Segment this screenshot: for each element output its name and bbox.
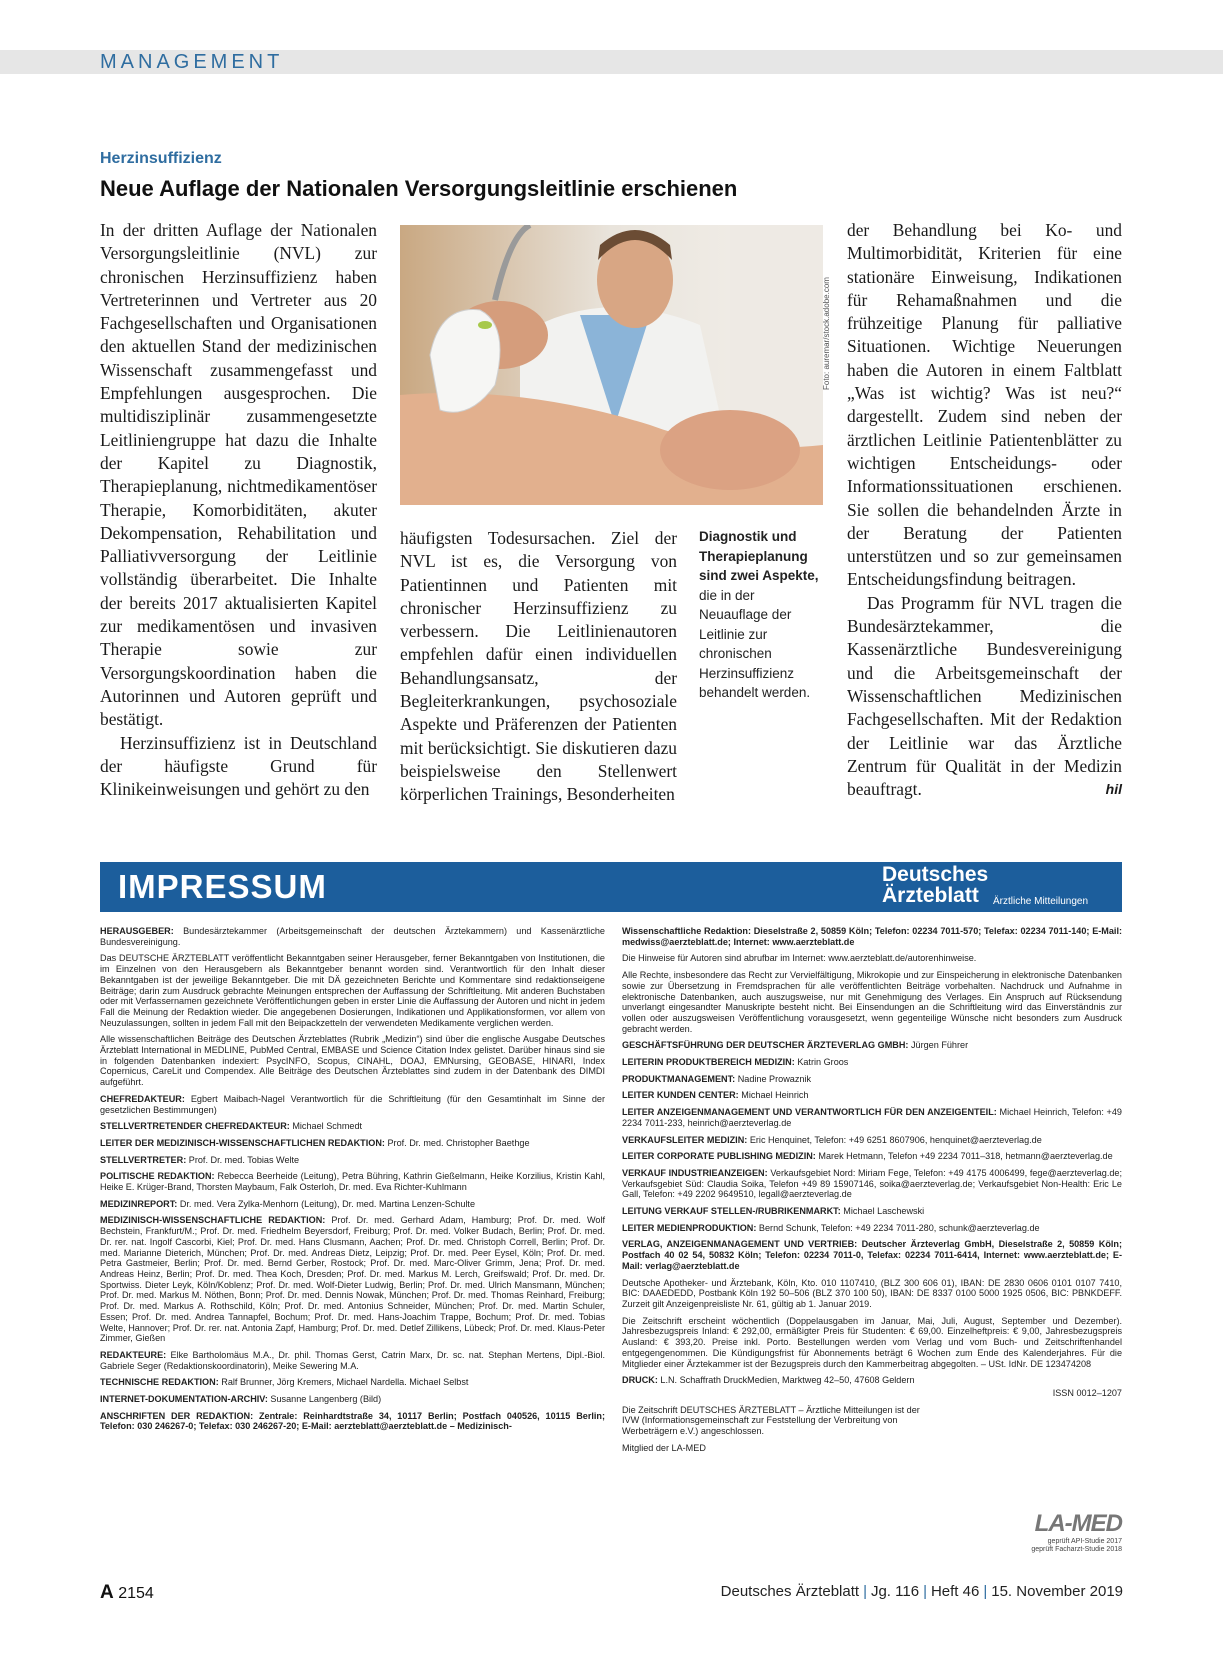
footer-journal-name: Deutsches Ärzteblatt bbox=[720, 1583, 860, 1600]
impressum-column-left bbox=[100, 926, 605, 1438]
impressum-label: MEDIZINISCH-WISSENSCHAFTLICHE REDAKTION: bbox=[100, 1215, 326, 1226]
photo-caption bbox=[699, 527, 823, 703]
page-number bbox=[100, 1582, 154, 1604]
author-sign: hil bbox=[1105, 781, 1122, 798]
footer-journal: Deutsches Ärzteblatt | Jg. 116 | Heft 46 | 15. November 2019 bbox=[720, 1583, 1123, 1600]
impressum-entry bbox=[622, 1278, 1122, 1310]
impressum-entry bbox=[100, 1155, 605, 1166]
impressum-entry bbox=[622, 970, 1122, 1034]
page-number-value: 2154 bbox=[118, 1585, 154, 1602]
impressum-text: Ralf Brunner, Jörg Kremers, Michael Nardella. Michael Selbst bbox=[221, 1377, 469, 1388]
impressum-entry bbox=[622, 1206, 1122, 1217]
impressum-text: Michael Schmedt bbox=[292, 1121, 363, 1132]
impressum-entry bbox=[100, 1171, 605, 1192]
impressum-entry bbox=[622, 1057, 1122, 1068]
impressum-entry bbox=[622, 1168, 1122, 1200]
impressum-label: ANSCHRIFTEN DER REDAKTION: Zentrale: Reinhardtstraße 34, 10117 Berlin; Postfach 040526, 10115 Berlin; Telefon: 030 246267-0; Telefax: 030 246267-20; E-Mail: aerzteblatt@aerzteblatt.de – Medizinisch- bbox=[100, 1410, 605, 1432]
impressum-label: LEITER ANZEIGENMANAGEMENT UND VERANTWORTLICH FÜR DEN ANZEIGENTEIL: bbox=[622, 1107, 997, 1118]
impressum-entry bbox=[100, 1138, 605, 1149]
paragraph-text: Das Programm für NVL tragen die Bundesärztekammer, die Kassenärztliche Bundesvereinigung und die Arbeitsgemeinschaft der Wissenschaftlichen Medizinischen Fachgesellschaften. Mit der Redaktion der Leitlinie war das Ärztliche Zentrum für Qualität in der Medizin beauftragt. bbox=[847, 592, 1122, 800]
impressum-entry bbox=[100, 1215, 605, 1343]
impressum-label: LEITER CORPORATE PUBLISHING MEDIZIN: bbox=[622, 1151, 816, 1162]
impressum-label: VERKAUF INDUSTRIEANZEIGEN: bbox=[622, 1167, 768, 1178]
impressum-label: INTERNET-DOKUMENTATION-ARCHIV: bbox=[100, 1394, 268, 1405]
impressum-text: Michael Heinrich, Telefon: +49 2234 7011-233, heinrich@aerzteverlag.de bbox=[622, 1107, 1122, 1128]
impressum-text: Die Hinweise für Autoren sind abrufbar im Internet: www.aerzteblatt.de/autorenhinweise. bbox=[622, 953, 977, 964]
lamed-sub: geprüft Facharzt-Studie 2018 bbox=[1031, 1546, 1122, 1553]
article-headline: Neue Auflage der Nationalen Versorgungsleitlinie erschienen bbox=[100, 176, 738, 201]
lamed-logo: LA-MED bbox=[1034, 1510, 1122, 1537]
impressum-text: Marek Hetmann, Telefon +49 2234 7011–318, hetmann@aerzteverlag.de bbox=[818, 1151, 1113, 1162]
impressum-text: Das DEUTSCHE ÄRZTEBLATT veröffentlicht Bekanntgaben seiner Herausgeber, ferner Bekanntgaben von Institutionen, die im Einzelnen von den Herausgebern als Bekanntgeber benannt worden sind. Verantwortlich für den Inhalt dieser Bekanntgaben ist der jeweilige Bekanntgeber. Die mit DÄ gezeichneten Berichte und Kommentare sind redaktionseigene Beiträge; darin zum Ausdruck gebrachte Meinungen entsprechen der Auffassung der Schriftleitung. Mit anderen Buchstaben oder mit Verfassernamen gezeichnete Veröffentlichungen geben in erster Linie die Auffassung der Autoren und nicht in jedem Fall die Meinung der Redaktion wieder. Die angegebenen Dosierungen, Indikationen und Applikationsformen, vor allem von Neuzulassungen, sollten in jedem Fall mit den Beipackzetteln der verwendeten Medikamente verglichen werden. bbox=[100, 953, 605, 1028]
footer-issue: Heft 46 bbox=[930, 1583, 980, 1600]
impressum-label: LEITER DER MEDIZINISCH-WISSENSCHAFTLICHEN REDAKTION: bbox=[100, 1137, 385, 1148]
impressum-entry bbox=[100, 1121, 605, 1132]
footer-volume: Jg. 116 bbox=[870, 1583, 920, 1600]
impressum-text: Eric Henquinet, Telefon: +49 6251 8607906, henquinet@aerzteverlag.de bbox=[749, 1134, 1042, 1145]
caption-bold: Diagnostik und Therapieplanung sind zwei Aspekte, bbox=[699, 529, 819, 583]
impressum-text: Rebecca Beerheide (Leitung), Petra Bühring, Kathrin Gießelmann, Heike Korzilius, Kristin Kahl, Heike E. Krüger-Brand, Thorsten Maybaum, Falk Osterloh, Dr. med. Eva Richter-Kuhlmann bbox=[100, 1171, 605, 1193]
impressum-text: Deutsche Apotheker- und Ärztebank, Köln, Kto. 010 1107410, (BLZ 300 606 01), IBAN: DE 2830 0606 0101 0107 7410, BIC: DAAEDEDD, Postbank Köln 192 50–506 (BLZ 370 100 50), IBAN: DE 8337 0100 5000 1925 0506, BIC: PBNKDEFF. Zurzeit gilt Anzeigenpreisliste Nr. 61, gültig ab 1. Januar 2019. bbox=[622, 1277, 1122, 1309]
impressum-entry bbox=[622, 1239, 1122, 1271]
impressum-text: L.N. Schaffrath DruckMedien, Marktweg 42–50, 47608 Geldern bbox=[660, 1375, 915, 1386]
article-column-1 bbox=[100, 219, 377, 801]
impressum-text: Alle Rechte, insbesondere das Recht zur Vervielfältigung, Mikrokopie und zur Einspeicherung in elektronische Datenbanken sowie zur Übersetzung in Fremdsprachen für alle veröffentlichten Beiträge vorbehalten. Nachdruck und Aufnahme in elektronische Datenbanken, auch auszugsweise, nur mit Genehmigung des Verlages. Ein Anspruch auf Rücksendung unverlangt eingesandter Manuskripte besteht nicht. Bei Einsendungen an die Schriftleitung wird das Einverständnis zur vollen oder auszugsweisen Veröffentlichung vorausgesetzt, wenn gegenteilige Wünsche nicht besonders zum Ausdruck gebracht werden. bbox=[622, 970, 1122, 1034]
caption-text: die in der Neuauflage der Leitlinie zur chronischen Herzinsuffizienz behandelt werden. bbox=[699, 587, 811, 700]
impressum-text: Prof. Dr. med. Tobias Welte bbox=[188, 1154, 300, 1165]
impressum-label: STELLVERTRETER: bbox=[100, 1154, 187, 1165]
footer-date: 15. November 2019 bbox=[991, 1583, 1123, 1600]
impressum-label: MEDIZINREPORT: bbox=[100, 1198, 178, 1209]
impressum-text: Susanne Langenberg (Bild) bbox=[270, 1394, 382, 1405]
impressum-label: VERLAG, ANZEIGENMANAGEMENT UND VERTRIEB: Deutscher Ärzteverlag GmbH, Dieselstraße 2, 50859 Köln; Postfach 40 02 54, 50832 Köln; Telefon: 02234 7011-0, Telefax: 02234 7011-6414, Internet: www.aerzteblatt.de; E-Mail: verlag@aerzteblatt.de bbox=[622, 1239, 1122, 1271]
impressum-entry bbox=[100, 1350, 605, 1371]
impressum-text: Dr. med. Vera Zylka-Menhorn (Leitung), Dr. med. Martina Lenzen-Schulte bbox=[179, 1198, 476, 1209]
journal-logo: Ärzteblatt bbox=[882, 884, 979, 907]
impressum-entry bbox=[100, 953, 605, 1028]
impressum-text: Verkaufsgebiet Nord: Miriam Fege, Telefon: +49 4175 4006499, fege@aerzteverlag.de; Verkaufsgebiet Süd: Claudia Soika, Telefon +49 89 15907146, soika@aerzteverlag.de; Verkaufsgebiet Non-Health: Eric Le Gall, Telefon: +49 2202 9649510, legall@aerzteverlag.de bbox=[622, 1167, 1122, 1200]
impressum-text: Elke Bartholomäus M.A., Dr. phil. Thomas Gerst, Catrin Marx, Dr. sc. nat. Stephan Mertens, Dipl.-Biol. Gabriele Seger (Redaktionskoordinatorin), Meike Sewering M.A. bbox=[100, 1349, 606, 1371]
journal-logo-sub: Ärztliche Mitteilungen bbox=[993, 896, 1089, 907]
photo-credit: Foto: auremar/stock.adobe.com bbox=[822, 277, 831, 390]
impressum-label: LEITERIN PRODUKTBEREICH MEDIZIN: bbox=[622, 1057, 795, 1068]
impressum-entry bbox=[622, 926, 1122, 947]
impressum-entry bbox=[622, 953, 1122, 964]
impressum-entry bbox=[622, 1223, 1122, 1234]
impressum-entry bbox=[622, 1375, 1122, 1386]
article-kicker: Herzinsuffizienz bbox=[100, 150, 222, 167]
impressum-label: GESCHÄFTSFÜHRUNG DER DEUTSCHER ÄRZTEVERLAG GMBH: bbox=[622, 1040, 909, 1051]
impressum-label: POLITISCHE REDAKTION: bbox=[100, 1171, 215, 1182]
impressum-label: Wissenschaftliche Redaktion: Dieselstraße 2, 50859 Köln; Telefon: 02234 7011-570; Telefax: 02234 7011-140; E-Mail: medwiss@aerzteblatt.de; Internet: www.aerzteblatt.de bbox=[622, 926, 1122, 947]
impressum-label: PRODUKTMANAGEMENT: bbox=[622, 1073, 736, 1084]
impressum-entry bbox=[100, 1094, 605, 1115]
impressum-label: LEITER MEDIENPRODUKTION: bbox=[622, 1222, 757, 1233]
impressum-label: REDAKTEURE: bbox=[100, 1349, 167, 1360]
impressum-column-right bbox=[622, 926, 1122, 1459]
impressum-text: Bundesärztekammer (Arbeitsgemeinschaft der deutschen Ärztekammern) und Kassenärztliche Bundesvereinigung. bbox=[100, 926, 605, 947]
paragraph: der Behandlung bei Ko- und Multimorbidität, Kriterien für eine stationäre Einweisung, Indikationen für Rehamaßnahmen und die frühzeitige Planung für palliative Situationen. Wichtige Neuerungen haben die Autoren in einem Faltblatt „Was ist wichtig? Was ist neu?“ dargestellt. Zudem sind neben der ärztlichen Leitlinie Patientenblätter zu wichtigen Entscheidungs- oder Informationssituationen erschienen. Sie sollen die behandelnden Ärzte in der Beratung der Patienten unterstützen und so zur gemeinsamen Entscheidungsfindung beitragen. bbox=[847, 220, 1122, 590]
lamed-badge bbox=[1025, 1510, 1122, 1554]
paragraph: Herzinsuffizienz ist in Deutschland der häufigste Grund für Klinikeinweisungen und gehört zu den bbox=[100, 732, 377, 800]
impressum-label: CHEFREDAKTEUR: bbox=[100, 1093, 185, 1104]
impressum-label: DRUCK: bbox=[622, 1375, 658, 1386]
impressum-entry bbox=[622, 1107, 1122, 1128]
impressum-text: Egbert Maibach-Nagel Verantwortlich für die Schriftleitung (für den Gesamtinhalt im Sinne der gesetzlichen Bestimmungen) bbox=[100, 1093, 605, 1115]
lamed-member: Mitglied der LA-MED bbox=[622, 1442, 706, 1453]
photo-doctor-ultrasound bbox=[400, 225, 823, 505]
impressum-text: Nadine Prowaznik bbox=[737, 1073, 811, 1084]
impressum-entry bbox=[100, 1199, 605, 1210]
paragraph bbox=[847, 592, 1122, 802]
impressum-entry bbox=[100, 1394, 605, 1405]
impressum-text: Prof. Dr. med. Gerhard Adam, Hamburg; Prof. Dr. med. Wolf Bechstein, Frankfurt/M.; Prof. Dr. med. Friedhelm Beyersdorf, Freiburg; Prof. Dr. med. Volker Budach, Berlin; Prof. Dr. med. Dr. rer. nat. Ingolf Cascorbi, Kiel; Prof. Dr. med. Hans Clusmann, Aachen; Prof. Dr. med. Christoph Correll, Berlin; Prof. Dr. med. Marianne Dieterich, München; Prof. Dr. med. Andreas Dietz, Leipzig; Prof. Dr. med. Peer Eysel, Köln; Prof. Dr. med. Petra Gastmeier, Berlin; Prof. Dr. med. Bernd Gerber, Rostock; Prof. Dr. med. Marc-Oliver Grimm, Jena; Prof. Dr. med. Andreas Heinz, Berlin; Prof. Dr. med. Thea Koch, Dresden; Prof. Dr. med. Markus M. Lerch, Greifswald; Prof. Dr. med. Dr. Sportwiss. Dieter Leyk, Köln/Koblenz; Prof. Dr. med. Wolf-Dieter Ludwig, Berlin; Prof. Dr. med. Ulrich Mansmann, München; Prof. Dr. med. Markus M. Nöthen, Bonn; Prof. Dr. med. Dennis Nowak, München; Prof. Dr. med. Thomas Reinhard, Freiburg; Prof. Dr. med. Markus A. Rothschild, Köln; Prof. Dr. med. Antonius Schneider, München; Prof. Dr. med. Martin Schuler, Essen; Prof. Dr. med. Andrea Tannapfel, Bochum; Prof. Dr. med. Hans-Joachim Trappe, Bochum; Prof. Dr. med. Tobias Welte, Hannover; Prof. Dr. rer. nat. Antonia Zapf, Hamburg; Prof. Dr. med. Detlef Zillikens, Lübeck; Prof. Dr. med. Klaus-Peter Zimmer, Gießen bbox=[100, 1215, 606, 1344]
impressum-text: Jürgen Führer bbox=[910, 1040, 969, 1051]
impressum-text: Prof. Dr. med. Christopher Baethge bbox=[387, 1137, 530, 1148]
journal-logo: Deutsches bbox=[882, 863, 989, 886]
impressum-entry bbox=[100, 926, 605, 947]
impressum-title: IMPRESSUM bbox=[118, 868, 327, 905]
impressum-label: LEITUNG VERKAUF STELLEN-/RUBRIKENMARKT: bbox=[622, 1206, 841, 1217]
article-column-3 bbox=[847, 219, 1122, 801]
impressum-entry bbox=[622, 1316, 1122, 1370]
impressum-entry bbox=[622, 1090, 1122, 1101]
article-column-2 bbox=[400, 527, 677, 807]
paragraph: häufigsten Todesursachen. Ziel der NVL ist es, die Versorgung von Patientinnen und Patienten mit chronischer Herzinsuffizienz zu verbessern. Die Leitlinienautoren empfehlen dafür einen individuellen Behandlungsansatz, der Begleiterkrankungen, psychosoziale Aspekte und Präferenzen der Patienten mit berücksichtigt. Sie diskutieren dazu beispielsweise den Stellenwert körperlichen Trainings, Besonderheiten bbox=[400, 528, 677, 805]
impressum-entry bbox=[622, 1040, 1122, 1051]
impressum-label: LEITER KUNDEN CENTER: bbox=[622, 1090, 739, 1101]
impressum-text: Katrin Groos bbox=[797, 1057, 849, 1068]
impressum-label: TECHNISCHE REDAKTION: bbox=[100, 1377, 219, 1388]
section-label: MANAGEMENT bbox=[100, 51, 284, 73]
page-prefix: A bbox=[100, 1582, 114, 1603]
impressum-entry bbox=[100, 1377, 605, 1388]
impressum-entry bbox=[622, 1074, 1122, 1085]
impressum-text: Alle wissenschaftlichen Beiträge des Deutschen Ärzteblattes (Rubrik „Medizin“) sind über die englische Ausgabe Deutsches Ärzteblatt International in MEDLINE, PubMed Central, EMBASE und Science Citation Index gelistet. Darüber hinaus sind sie in folgenden Datenbanken indexiert: PsycINFO, Scopus, CINAHL, DOAJ, EMNursing, GEOBASE, HINARI, Index Copernicus, CareLit und Compendex. Alle Beiträge des Deutschen Ärzteblattes sind zudem in der Datenbank des DIMDI aufgeführt. bbox=[100, 1034, 605, 1088]
lamed-sub: geprüft API-Studie 2017 bbox=[1047, 1538, 1122, 1545]
impressum-text: Die Zeitschrift erscheint wöchentlich (Doppelausgaben im Januar, Mai, Juli, August, September und Dezember). Jahresbezugspreis Inland: € 292,00, ermäßigter Preis für Studenten: € 69,00. Einzelheftpreis: € 9,00, Jahresbezugspreis Ausland: € 393,20. Preise inkl. Porto. Bestellungen werden vom Verlag und vom Buch- und Zeitschriftenhandel entgegengenommen. Die Kündigungsfrist für Abonnements beträgt 6 Wochen zum Ende des Kalenderjahres. Für die Mitglieder einer Ärztekammer ist der Bezugspreis durch den Kammerbeitrag abgegolten. – USt. IdNr. DE 123474208 bbox=[622, 1315, 1122, 1369]
impressum-entry bbox=[100, 1034, 605, 1088]
impressum-text: Michael Heinrich bbox=[741, 1090, 809, 1101]
impressum-entry bbox=[622, 1135, 1122, 1146]
article-photo bbox=[400, 225, 823, 505]
impressum-label: HERAUSGEBER: bbox=[100, 926, 174, 936]
ivw-note: Die Zeitschrift DEUTSCHES ÄRZTEBLATT – Ärztliche Mitteilungen ist der IVW (Informationsgemeinschaft zur Feststellung der Verbreitung von Werbeträgern e.V.) angeschlossen. bbox=[622, 1404, 920, 1437]
issn: ISSN 0012–1207 bbox=[1052, 1387, 1122, 1398]
impressum-label: STELLVERTRETENDER CHEFREDAKTEUR: bbox=[100, 1121, 290, 1132]
impressum-text: Bernd Schunk, Telefon: +49 2234 7011-280, schunk@aerzteverlag.de bbox=[758, 1222, 1040, 1233]
impressum-entry bbox=[100, 1411, 605, 1432]
impressum-label: VERKAUFSLEITER MEDIZIN: bbox=[622, 1134, 748, 1145]
impressum-text: Michael Laschewski bbox=[843, 1206, 925, 1217]
paragraph: In der dritten Auflage der Nationalen Versorgungsleitlinie (NVL) zur chronischen Herzinsuffizienz haben Vertreterinnen und Vertreter aus 20 Fachgesellschaften und Organisationen den aktuellen Stand der medizinischen Wissenschaft zusammengefasst und Empfehlungen ausgesprochen. Die multidisziplinär zusammengesetzte Leitliniengruppe hat dazu die Inhalte der Kapitel zu Diagnostik, Therapieplanung, nichtmedikamentöser Therapie, Komorbiditäten, akuter Dekompensation, Rehabilitation und Palliativversorgung der Leitlinie vollständig überarbeitet. Die Inhalte der bereits 2017 aktualisierten Kapitel zur medikamentösen und invasiven Therapie sowie zur Versorgungskoordination haben die Autorinnen und Autoren geprüft und bestätigt. bbox=[100, 220, 377, 730]
impressum-entry bbox=[622, 1151, 1122, 1162]
